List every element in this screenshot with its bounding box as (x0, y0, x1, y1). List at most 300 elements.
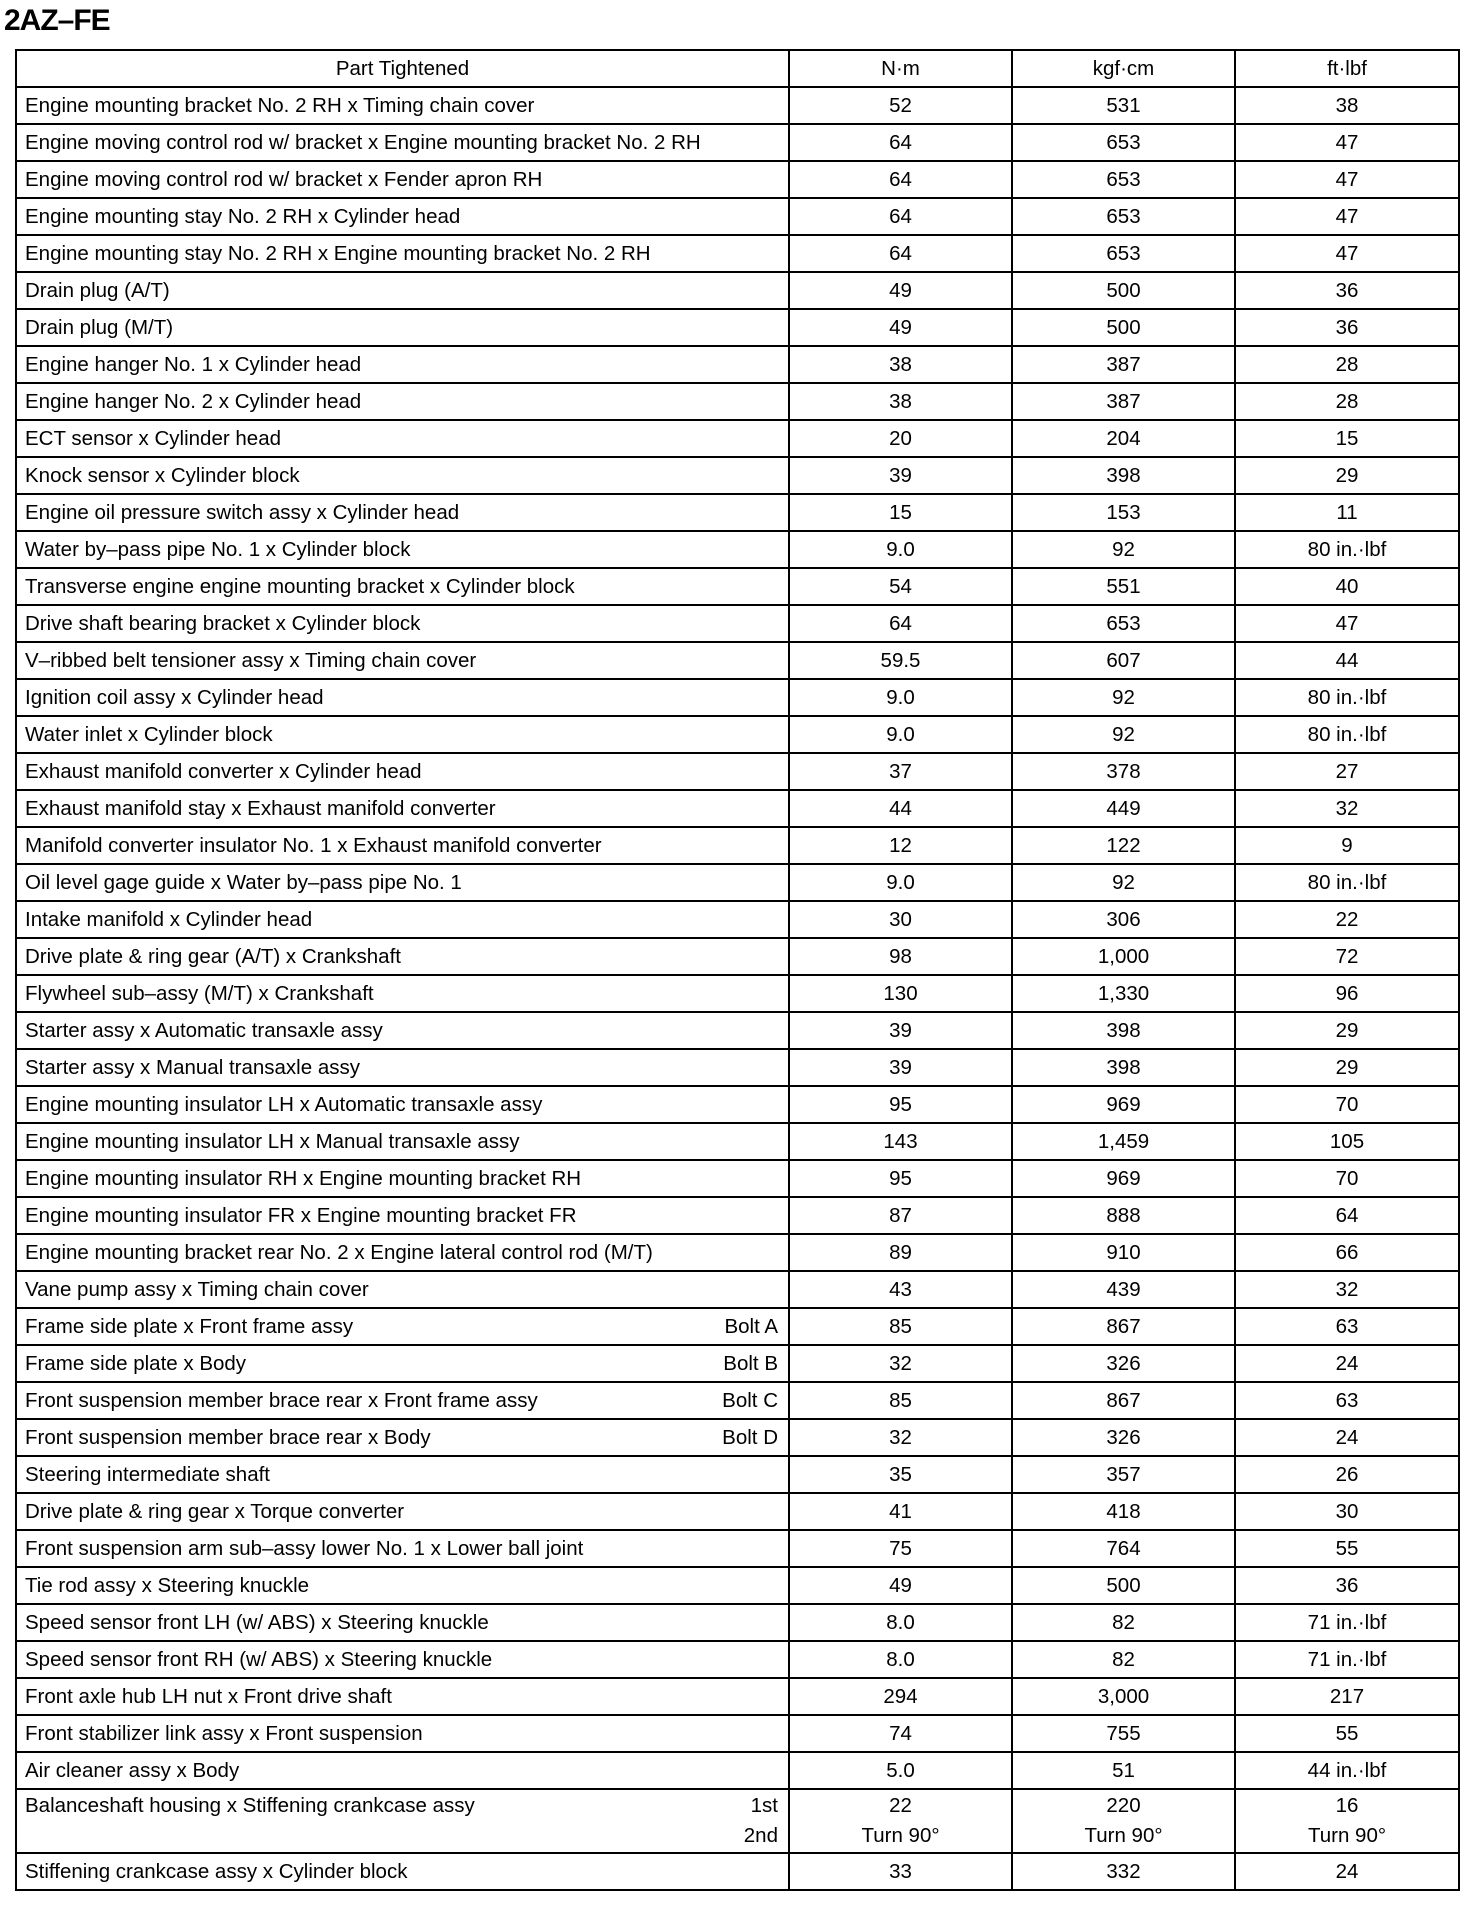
ft-cell: 24 (1235, 1853, 1459, 1890)
part-name: Engine mounting stay No. 2 RH x Cylinder head (25, 205, 461, 228)
table-row (16, 1308, 1459, 1345)
part-cell (16, 531, 789, 568)
table-row (16, 1123, 1459, 1160)
nm-cell: 39 (789, 1012, 1012, 1049)
nm-cell: 98 (789, 938, 1012, 975)
kgf-cell: 500 (1012, 309, 1235, 346)
part-cell (16, 161, 789, 198)
part-cell (16, 1715, 789, 1752)
nm-cell: 87 (789, 1197, 1012, 1234)
ft-value: Turn 90° (1307, 1824, 1387, 1847)
table-row (16, 309, 1459, 346)
ft-cell: 44 (1235, 642, 1459, 679)
ft-cell: 47 (1235, 605, 1459, 642)
table-row (16, 790, 1459, 827)
kgf-cell: 888 (1012, 1197, 1235, 1234)
ft-cell: 96 (1235, 975, 1459, 1012)
nm-cell: 143 (789, 1123, 1012, 1160)
part-name: Engine mounting bracket rear No. 2 x Engine lateral control rod (M/T) (25, 1241, 653, 1264)
part-cell (16, 716, 789, 753)
kgf-cell: 326 (1012, 1419, 1235, 1456)
table-row (16, 383, 1459, 420)
part-cell (16, 235, 789, 272)
bolt-tag: Bolt D (722, 1426, 778, 1449)
ft-cell: 105 (1235, 1123, 1459, 1160)
nm-cell: 41 (789, 1493, 1012, 1530)
table-row (16, 1493, 1459, 1530)
part-name: Frame side plate x Body (25, 1352, 247, 1375)
part-name: Stiffening crankcase assy x Cylinder block (25, 1860, 408, 1883)
ft-cell: 32 (1235, 790, 1459, 827)
part-name: Knock sensor x Cylinder block (25, 464, 300, 487)
part-name: Water by–pass pipe No. 1 x Cylinder block (25, 538, 411, 561)
part-name: Starter assy x Manual transaxle assy (25, 1056, 360, 1079)
part-cell (16, 938, 789, 975)
kgf-cell: 910 (1012, 1234, 1235, 1271)
part-name: Water inlet x Cylinder block (25, 723, 273, 746)
nm-cell: 64 (789, 124, 1012, 161)
nm-cell: 64 (789, 235, 1012, 272)
part-cell (16, 346, 789, 383)
table-row (16, 1271, 1459, 1308)
part-name: Front stabilizer link assy x Front suspension (25, 1722, 423, 1745)
table-row (16, 531, 1459, 568)
nm-cell: 59.5 (789, 642, 1012, 679)
nm-cell: 39 (789, 1049, 1012, 1086)
table-row (16, 605, 1459, 642)
table-row (16, 1049, 1459, 1086)
kgf-cell: 764 (1012, 1530, 1235, 1567)
part-name: Front suspension member brace rear x Body (25, 1426, 431, 1449)
part-cell (16, 198, 789, 235)
nm-cell: 64 (789, 161, 1012, 198)
part-cell (16, 1530, 789, 1567)
kgf-cell: 653 (1012, 605, 1235, 642)
part-name: Speed sensor front LH (w/ ABS) x Steering knuckle (25, 1611, 489, 1634)
table-row (16, 1567, 1459, 1604)
part-cell (16, 1271, 789, 1308)
part-name: Engine moving control rod w/ bracket x Engine mounting bracket No. 2 RH (25, 131, 701, 154)
part-name: Engine oil pressure switch assy x Cylinder head (25, 501, 460, 524)
nm-cell: 38 (789, 346, 1012, 383)
part-name: Engine mounting insulator LH x Automatic transaxle assy (25, 1093, 543, 1116)
ft-cell: 47 (1235, 235, 1459, 272)
table-row (16, 1789, 1459, 1853)
part-cell (16, 87, 789, 124)
kgf-cell: 82 (1012, 1641, 1235, 1678)
part-cell (16, 642, 789, 679)
part-name: Speed sensor front RH (w/ ABS) x Steering knuckle (25, 1648, 493, 1671)
nm-cell: 37 (789, 753, 1012, 790)
part-cell (16, 1160, 789, 1197)
nm-cell: 49 (789, 1567, 1012, 1604)
kgf-cell: 387 (1012, 383, 1235, 420)
part-cell (16, 1123, 789, 1160)
part-name: Air cleaner assy x Body (25, 1759, 240, 1782)
table-row (16, 1419, 1459, 1456)
ft-cell: 80 in.·lbf (1235, 679, 1459, 716)
part-cell (16, 605, 789, 642)
nm-cell (789, 1789, 1012, 1853)
ft-cell: 29 (1235, 457, 1459, 494)
ft-cell: 47 (1235, 161, 1459, 198)
part-name: Transverse engine engine mounting bracket x Cylinder block (25, 575, 575, 598)
kgf-cell: 418 (1012, 1493, 1235, 1530)
table-row (16, 901, 1459, 938)
part-name: Balanceshaft housing x Stiffening crankcase assy (25, 1794, 475, 1817)
part-cell (16, 1567, 789, 1604)
part-cell (16, 864, 789, 901)
kgf-cell: 153 (1012, 494, 1235, 531)
table-row (16, 1853, 1459, 1890)
nm-cell: 52 (789, 87, 1012, 124)
nm-cell: 5.0 (789, 1752, 1012, 1789)
kgf-cell: 326 (1012, 1345, 1235, 1382)
kgf-cell: 867 (1012, 1382, 1235, 1419)
kgf-cell: 500 (1012, 1567, 1235, 1604)
ft-cell: 28 (1235, 383, 1459, 420)
table-row (16, 198, 1459, 235)
kgf-cell: 653 (1012, 161, 1235, 198)
part-cell (16, 1382, 789, 1419)
torque-spec-table (15, 49, 1460, 1891)
nm-cell: 54 (789, 568, 1012, 605)
part-name: Exhaust manifold stay x Exhaust manifold converter (25, 797, 496, 820)
kgf-cell: 3,000 (1012, 1678, 1235, 1715)
kgf-cell: 378 (1012, 753, 1235, 790)
part-cell (16, 1308, 789, 1345)
nm-cell: 33 (789, 1853, 1012, 1890)
ft-cell: 80 in.·lbf (1235, 864, 1459, 901)
nm-cell: 43 (789, 1271, 1012, 1308)
bolt-tag: Bolt A (724, 1315, 778, 1338)
table-row (16, 1678, 1459, 1715)
table-row (16, 1641, 1459, 1678)
bolt-tag: Bolt B (723, 1352, 778, 1375)
ft-cell: 11 (1235, 494, 1459, 531)
table-header-row (16, 50, 1459, 87)
ft-cell: 80 in.·lbf (1235, 531, 1459, 568)
part-name: Tie rod assy x Steering knuckle (25, 1574, 310, 1597)
part-cell (16, 1752, 789, 1789)
part-name: V–ribbed belt tensioner assy x Timing chain cover (25, 649, 477, 672)
ft-cell: 22 (1235, 901, 1459, 938)
part-cell (16, 1456, 789, 1493)
kgf-cell: 1,330 (1012, 975, 1235, 1012)
table-row (16, 420, 1459, 457)
ft-cell: 47 (1235, 124, 1459, 161)
kgf-cell: 92 (1012, 716, 1235, 753)
part-name: Engine mounting insulator RH x Engine mounting bracket RH (25, 1167, 582, 1190)
kgf-cell: 969 (1012, 1160, 1235, 1197)
table-row (16, 938, 1459, 975)
part-name: Engine mounting stay No. 2 RH x Engine mounting bracket No. 2 RH (25, 242, 651, 265)
part-name: Ignition coil assy x Cylinder head (25, 686, 324, 709)
table-row (16, 87, 1459, 124)
header-kgfcm: kgf·cm (1012, 50, 1235, 87)
table-row (16, 568, 1459, 605)
table-row (16, 1715, 1459, 1752)
part-name: Drive shaft bearing bracket x Cylinder block (25, 612, 421, 635)
nm-cell: 95 (789, 1160, 1012, 1197)
nm-cell: 89 (789, 1234, 1012, 1271)
part-name: ECT sensor x Cylinder head (25, 427, 281, 450)
part-name: Intake manifold x Cylinder head (25, 908, 313, 931)
step-labels (744, 1791, 778, 1851)
ft-cell: 36 (1235, 1567, 1459, 1604)
ft-cell: 47 (1235, 198, 1459, 235)
table-row (16, 716, 1459, 753)
kgf-value: Turn 90° (1084, 1824, 1163, 1847)
part-cell (16, 1197, 789, 1234)
part-name: Drive plate & ring gear x Torque converter (25, 1500, 405, 1523)
nm-cell: 49 (789, 309, 1012, 346)
step-label: 2nd (743, 1824, 778, 1847)
ft-cell: 40 (1235, 568, 1459, 605)
kgf-cell: 969 (1012, 1086, 1235, 1123)
nm-cell: 95 (789, 1086, 1012, 1123)
ft-cell: 29 (1235, 1012, 1459, 1049)
kgf-cell: 357 (1012, 1456, 1235, 1493)
ft-cell: 71 in.·lbf (1235, 1604, 1459, 1641)
part-cell (16, 679, 789, 716)
table-row (16, 272, 1459, 309)
table-row (16, 494, 1459, 531)
part-name: Oil level gage guide x Water by–pass pipe No. 1 (25, 871, 462, 894)
kgf-cell: 500 (1012, 272, 1235, 309)
ft-cell: 71 in.·lbf (1235, 1641, 1459, 1678)
table-row (16, 1752, 1459, 1789)
kgf-cell: 755 (1012, 1715, 1235, 1752)
ft-cell: 32 (1235, 1271, 1459, 1308)
ft-value: 16 (1335, 1794, 1359, 1817)
document-title: 2AZ–FE (4, 4, 110, 37)
table-row (16, 346, 1459, 383)
ft-cell: 55 (1235, 1715, 1459, 1752)
ft-cell: 217 (1235, 1678, 1459, 1715)
bolt-tag: Bolt C (722, 1389, 778, 1412)
table-row (16, 864, 1459, 901)
nm-cell: 294 (789, 1678, 1012, 1715)
ft-cell: 26 (1235, 1456, 1459, 1493)
ft-cell: 24 (1235, 1419, 1459, 1456)
part-name: Drain plug (A/T) (25, 279, 170, 302)
part-name: Engine moving control rod w/ bracket x Fender apron RH (25, 168, 543, 191)
nm-cell: 9.0 (789, 716, 1012, 753)
ft-cell: 9 (1235, 827, 1459, 864)
nm-value: 22 (889, 1794, 912, 1817)
part-name: Starter assy x Automatic transaxle assy (25, 1019, 383, 1042)
part-cell (16, 1419, 789, 1456)
part-cell (16, 975, 789, 1012)
ft-cell: 28 (1235, 346, 1459, 383)
table-row (16, 827, 1459, 864)
table-row (16, 1530, 1459, 1567)
nm-cell: 20 (789, 420, 1012, 457)
kgf-cell: 653 (1012, 124, 1235, 161)
kgf-cell: 92 (1012, 679, 1235, 716)
part-cell (16, 1493, 789, 1530)
part-cell (16, 1678, 789, 1715)
nm-value: Turn 90° (861, 1824, 940, 1847)
ft-cell (1235, 1789, 1459, 1853)
kgf-cell: 867 (1012, 1308, 1235, 1345)
table-row (16, 161, 1459, 198)
ft-cell: 63 (1235, 1382, 1459, 1419)
part-name: Front suspension member brace rear x Front frame assy (25, 1389, 538, 1412)
nm-cell: 9.0 (789, 864, 1012, 901)
kgf-cell: 551 (1012, 568, 1235, 605)
table-row (16, 1456, 1459, 1493)
ft-cell: 72 (1235, 938, 1459, 975)
part-cell (16, 1853, 789, 1890)
nm-cell: 32 (789, 1419, 1012, 1456)
kgf-cell: 92 (1012, 864, 1235, 901)
part-cell (16, 420, 789, 457)
table-row (16, 642, 1459, 679)
nm-cell: 39 (789, 457, 1012, 494)
ft-cell: 63 (1235, 1308, 1459, 1345)
kgf-cell: 1,459 (1012, 1123, 1235, 1160)
ft-cell: 27 (1235, 753, 1459, 790)
ft-cell: 38 (1235, 87, 1459, 124)
kgf-cell: 122 (1012, 827, 1235, 864)
part-name: Engine mounting insulator FR x Engine mounting bracket FR (25, 1204, 577, 1227)
step-label: 1st (750, 1794, 778, 1817)
nm-cell: 30 (789, 901, 1012, 938)
part-cell (16, 309, 789, 346)
nm-cell: 130 (789, 975, 1012, 1012)
kgf-cell: 398 (1012, 457, 1235, 494)
part-name: Front axle hub LH nut x Front drive shaft (25, 1685, 392, 1708)
ft-cell: 29 (1235, 1049, 1459, 1086)
ft-cell: 15 (1235, 420, 1459, 457)
part-cell (16, 753, 789, 790)
kgf-cell: 92 (1012, 531, 1235, 568)
table-row (16, 975, 1459, 1012)
nm-cell: 85 (789, 1382, 1012, 1419)
ft-cell: 30 (1235, 1493, 1459, 1530)
part-cell (16, 494, 789, 531)
kgf-cell: 82 (1012, 1604, 1235, 1641)
kgf-cell (1012, 1789, 1235, 1853)
table-row (16, 1234, 1459, 1271)
part-cell (16, 1345, 789, 1382)
nm-cell: 64 (789, 605, 1012, 642)
kgf-cell: 531 (1012, 87, 1235, 124)
nm-cell: 8.0 (789, 1604, 1012, 1641)
ft-cell: 70 (1235, 1086, 1459, 1123)
ft-cell: 24 (1235, 1345, 1459, 1382)
ft-cell: 55 (1235, 1530, 1459, 1567)
nm-cell: 85 (789, 1308, 1012, 1345)
nm-cell: 15 (789, 494, 1012, 531)
part-cell (16, 901, 789, 938)
table-row (16, 1382, 1459, 1419)
kgf-cell: 398 (1012, 1012, 1235, 1049)
kgf-cell: 332 (1012, 1853, 1235, 1890)
part-name: Steering intermediate shaft (25, 1463, 270, 1486)
header-nm: N·m (789, 50, 1012, 87)
part-cell (16, 457, 789, 494)
ft-cell: 70 (1235, 1160, 1459, 1197)
part-cell (16, 1086, 789, 1123)
kgf-cell: 306 (1012, 901, 1235, 938)
nm-cell: 44 (789, 790, 1012, 827)
part-cell (16, 1234, 789, 1271)
table-row (16, 1012, 1459, 1049)
table-row (16, 1604, 1459, 1641)
ft-cell: 36 (1235, 309, 1459, 346)
part-cell (16, 383, 789, 420)
kgf-cell: 449 (1012, 790, 1235, 827)
nm-cell: 38 (789, 383, 1012, 420)
table-row (16, 235, 1459, 272)
part-cell (16, 124, 789, 161)
ft-cell: 80 in.·lbf (1235, 716, 1459, 753)
table-row (16, 1086, 1459, 1123)
kgf-cell: 653 (1012, 235, 1235, 272)
ft-cell: 66 (1235, 1234, 1459, 1271)
kgf-value: 220 (1106, 1794, 1141, 1817)
part-name: Vane pump assy x Timing chain cover (25, 1278, 369, 1301)
nm-cell: 9.0 (789, 679, 1012, 716)
part-name: Engine mounting insulator LH x Manual transaxle assy (25, 1130, 520, 1153)
nm-cell: 12 (789, 827, 1012, 864)
table-row (16, 1197, 1459, 1234)
kgf-cell: 607 (1012, 642, 1235, 679)
ft-cell: 44 in.·lbf (1235, 1752, 1459, 1789)
part-cell (16, 1049, 789, 1086)
part-name: Frame side plate x Front frame assy (25, 1315, 354, 1338)
nm-cell: 74 (789, 1715, 1012, 1752)
table-row (16, 753, 1459, 790)
part-name: Manifold converter insulator No. 1 x Exhaust manifold converter (25, 834, 602, 857)
part-cell (16, 272, 789, 309)
part-name: Exhaust manifold converter x Cylinder head (25, 760, 422, 783)
nm-cell: 64 (789, 198, 1012, 235)
nm-cell: 75 (789, 1530, 1012, 1567)
kgf-cell: 387 (1012, 346, 1235, 383)
part-cell (16, 1789, 789, 1853)
part-cell (16, 790, 789, 827)
part-name: Engine hanger No. 2 x Cylinder head (25, 390, 362, 413)
part-name: Engine mounting bracket No. 2 RH x Timing chain cover (25, 94, 535, 117)
nm-cell: 35 (789, 1456, 1012, 1493)
header-part-tightened: Part Tightened (16, 50, 789, 87)
nm-cell: 8.0 (789, 1641, 1012, 1678)
table-row (16, 679, 1459, 716)
nm-cell: 49 (789, 272, 1012, 309)
part-cell (16, 1641, 789, 1678)
ft-cell: 36 (1235, 272, 1459, 309)
table-body (16, 87, 1459, 1890)
header-ftlbf: ft·lbf (1235, 50, 1459, 87)
kgf-cell: 439 (1012, 1271, 1235, 1308)
table-row (16, 124, 1459, 161)
part-name: Flywheel sub–assy (M/T) x Crankshaft (25, 982, 374, 1005)
part-name: Drain plug (M/T) (25, 316, 174, 339)
table-row (16, 457, 1459, 494)
nm-cell: 9.0 (789, 531, 1012, 568)
part-cell (16, 568, 789, 605)
table-row (16, 1160, 1459, 1197)
part-name: Front suspension arm sub–assy lower No. 1 x Lower ball joint (25, 1537, 584, 1560)
ft-cell: 64 (1235, 1197, 1459, 1234)
kgf-cell: 653 (1012, 198, 1235, 235)
part-name: Drive plate & ring gear (A/T) x Crankshaft (25, 945, 401, 968)
nm-cell: 32 (789, 1345, 1012, 1382)
